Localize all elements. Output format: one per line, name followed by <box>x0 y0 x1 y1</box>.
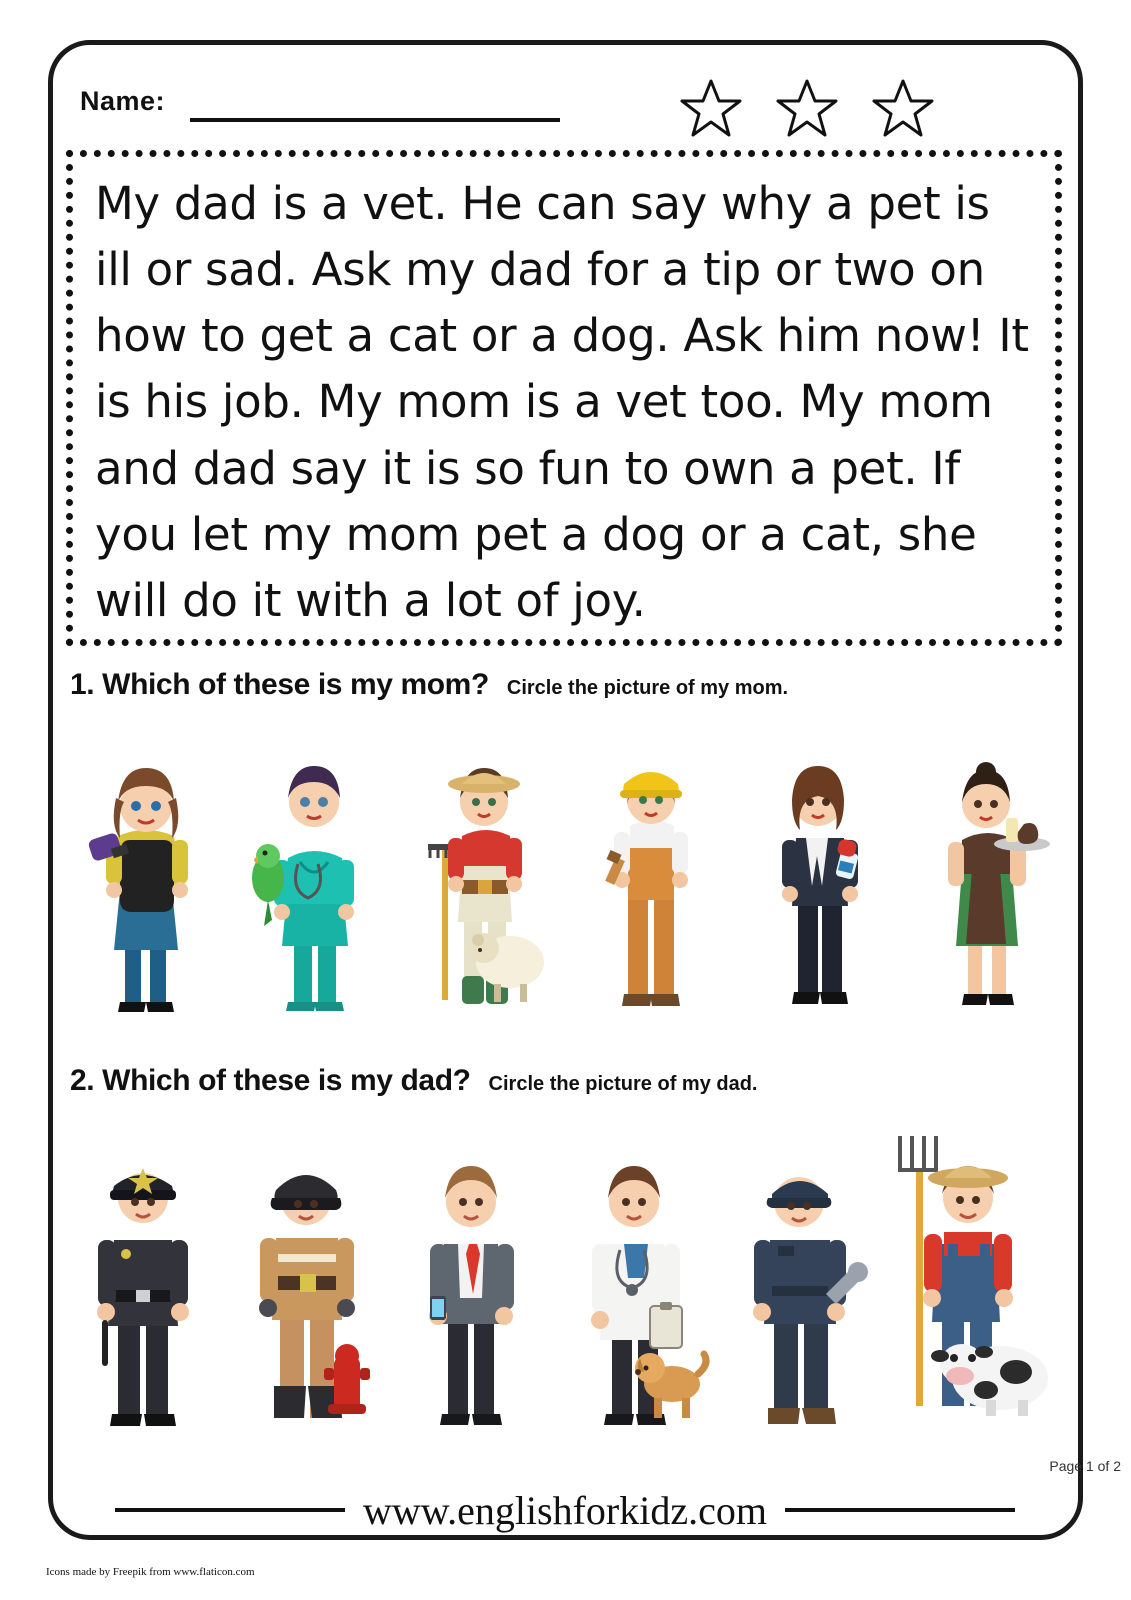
name-label: Name: <box>80 86 166 116</box>
option-builder-woman[interactable] <box>574 730 724 1020</box>
star-icon[interactable] <box>776 78 838 138</box>
question-1 <box>70 668 1060 702</box>
question-2-instruction: Circle the picture of my dad. <box>488 1073 758 1095</box>
option-vet-man[interactable] <box>562 1128 712 1438</box>
question-1-options <box>70 720 1060 1020</box>
option-farmer-man[interactable] <box>890 1128 1060 1438</box>
option-vet-woman[interactable] <box>238 730 388 1020</box>
footer-rule-right <box>785 1508 1015 1512</box>
website-url[interactable]: www.englishforkidz.com <box>363 1487 767 1533</box>
question-1-title: 1. Which of these is my mom? <box>70 668 489 701</box>
name-write-line[interactable] <box>190 118 560 122</box>
question-2-title: 2. Which of these is my dad? <box>70 1064 471 1097</box>
footer <box>70 1480 1060 1540</box>
question-2-options <box>70 1118 1060 1438</box>
page-number: Page 1 of 2 <box>1049 1458 1121 1474</box>
footer-rule-left <box>115 1508 345 1512</box>
reading-passage-text: My dad is a vet. He can say why a pet is ill or sad. Ask my dad for a tip or two on how to get a cat or a dog. Ask him now! It is his job. My mom is a vet too. My mom and dad say it is so fun to own a pet. If you let my mom pet a dog or a cat, she will do it with a lot of joy. <box>95 177 1029 627</box>
star-icon[interactable] <box>872 78 934 138</box>
star-icon[interactable] <box>680 78 742 138</box>
question-2 <box>70 1064 1060 1098</box>
star-rating <box>650 78 930 138</box>
option-policeman[interactable] <box>70 1128 220 1438</box>
option-reporter-woman[interactable] <box>742 730 892 1020</box>
option-firefighter[interactable] <box>234 1128 384 1438</box>
attribution-credit: Icons made by Freepik from www.flaticon.com <box>46 1566 255 1578</box>
option-mechanic[interactable] <box>726 1128 876 1438</box>
question-1-instruction: Circle the picture of my mom. <box>506 677 789 699</box>
option-waitress-woman[interactable] <box>910 730 1060 1020</box>
option-businessman[interactable] <box>398 1128 548 1438</box>
option-farmer-woman[interactable] <box>406 730 556 1020</box>
option-hairdresser-woman[interactable] <box>70 730 220 1020</box>
reading-passage-box <box>66 150 1062 646</box>
